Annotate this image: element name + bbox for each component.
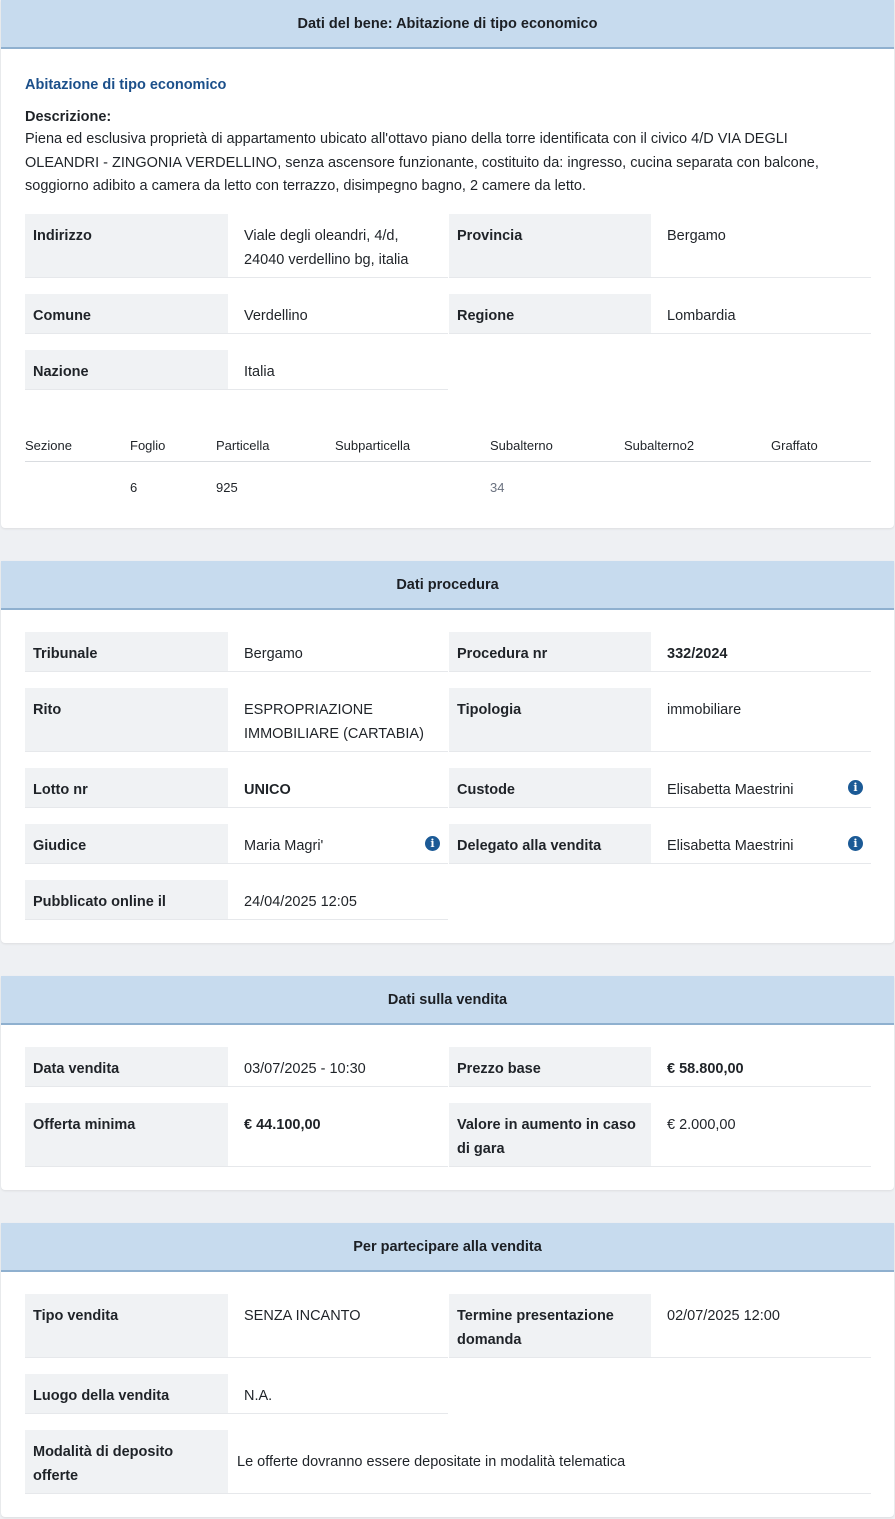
catasto-header-subalterno2: Subalterno2: [624, 438, 695, 453]
description-line: OLEANDRI - ZINGONIA VERDELLINO, senza ascensore funzionante, costituito da: ingresso, cucina separata con balcone,: [25, 154, 819, 171]
catasto-header-subparticella: Subparticella: [335, 438, 411, 453]
tipologia-value: immobiliare: [651, 688, 871, 752]
rito-value: [228, 688, 448, 752]
tipo-vendita-label: Tipo vendita: [25, 1294, 228, 1358]
lotto-value: UNICO: [228, 768, 448, 808]
modalita-label-line: offerte: [33, 1468, 79, 1484]
prezzo-base-label: Prezzo base: [449, 1047, 651, 1087]
offerta-minima-label: Offerta minima: [25, 1103, 228, 1167]
catasto-cell-subalterno: 34: [490, 480, 505, 495]
luogo-value: N.A.: [228, 1374, 448, 1414]
prezzo-base-value: € 58.800,00: [651, 1047, 871, 1087]
procedura-nr-value: 332/2024: [651, 632, 871, 672]
description-label: Descrizione:: [25, 109, 112, 125]
lotto-label: Lotto nr: [25, 768, 228, 808]
modalita-label-line: Modalità di deposito: [33, 1444, 174, 1460]
custode-label: Custode: [449, 768, 651, 808]
giudice-label: Giudice: [25, 824, 228, 864]
aumento-value: € 2.000,00: [651, 1103, 871, 1167]
termine-value: 02/07/2025 12:00: [651, 1294, 871, 1358]
data-vendita-label: Data vendita: [25, 1047, 228, 1087]
offerta-minima-value: € 44.100,00: [228, 1103, 448, 1167]
catasto-header-particella: Particella: [216, 438, 270, 453]
catasto-header-subalterno: Subalterno: [490, 438, 553, 453]
rito-line: ESPROPRIAZIONE: [244, 702, 373, 718]
indirizzo-line: Viale degli oleandri, 4/d,: [244, 228, 399, 244]
luogo-label: Luogo della vendita: [25, 1374, 228, 1414]
catasto-header-divider: [25, 461, 871, 462]
vendita-header: Dati sulla vendita: [1, 976, 894, 1025]
aumento-label-line: di gara: [457, 1141, 505, 1157]
nazione-value: Italia: [228, 350, 448, 390]
custode-info-icon[interactable]: i: [848, 780, 863, 795]
giudice-info-icon[interactable]: i: [425, 836, 440, 851]
indirizzo-label: Indirizzo: [25, 214, 228, 278]
termine-label-line: domanda: [457, 1332, 522, 1348]
provincia-label: Provincia: [449, 214, 651, 278]
bene-type-title: Abitazione di tipo economico: [25, 77, 227, 93]
tipo-vendita-value: SENZA INCANTO: [228, 1294, 448, 1358]
aumento-label: [449, 1103, 651, 1167]
description-text: [25, 128, 885, 199]
catasto-header-sezione: Sezione: [25, 438, 72, 453]
tribunale-label: Tribunale: [25, 632, 228, 672]
modalita-value: Le offerte dovranno essere depositate in modalità telematica: [228, 1430, 871, 1494]
delegato-label: Delegato alla vendita: [449, 824, 651, 864]
catasto-cell-foglio: 6: [130, 480, 138, 495]
delegato-info-icon[interactable]: i: [848, 836, 863, 851]
modalita-label: [25, 1430, 228, 1494]
catasto-header-foglio: Foglio: [130, 438, 166, 453]
partecipare-header: Per partecipare alla vendita: [1, 1223, 894, 1272]
indirizzo-value: [228, 214, 448, 278]
regione-label: Regione: [449, 294, 651, 334]
nazione-label: Nazione: [25, 350, 228, 390]
procedura-nr-label: Procedura nr: [449, 632, 651, 672]
tribunale-value: Bergamo: [228, 632, 448, 672]
indirizzo-line: 24040 verdellino bg, italia: [244, 252, 409, 268]
rito-label: Rito: [25, 688, 228, 752]
provincia-value: Bergamo: [651, 214, 871, 278]
catasto-cell-particella: 925: [216, 480, 238, 495]
giudice-value: Maria Magri': [228, 824, 448, 864]
pubblicato-value: 24/04/2025 12:05: [228, 880, 448, 920]
aumento-label-line: Valore in aumento in caso: [457, 1117, 636, 1133]
custode-value: Elisabetta Maestrini: [651, 768, 871, 808]
bene-header: Dati del bene: Abitazione di tipo economico: [1, 0, 894, 49]
description-line: soggiorno adibito a camera da letto con terrazzo, disimpegno bagno, 2 camere da letto.: [25, 178, 587, 194]
catasto-header-graffato: Graffato: [771, 438, 818, 453]
procedura-header: Dati procedura: [1, 561, 894, 610]
comune-label: Comune: [25, 294, 228, 334]
description-line: Piena ed esclusiva proprietà di appartamento ubicato all'ottavo piano della torre identificata con il civico 4/D VIA DEGLI: [25, 131, 788, 147]
pubblicato-label: Pubblicato online il: [25, 880, 228, 920]
termine-label-line: Termine presentazione: [457, 1308, 614, 1324]
comune-value: Verdellino: [228, 294, 448, 334]
regione-value: Lombardia: [651, 294, 871, 334]
data-vendita-value: 03/07/2025 - 10:30: [228, 1047, 448, 1087]
termine-label: [449, 1294, 651, 1358]
tipologia-label: Tipologia: [449, 688, 651, 752]
rito-line: IMMOBILIARE (CARTABIA): [244, 726, 424, 742]
delegato-value: Elisabetta Maestrini: [651, 824, 871, 864]
